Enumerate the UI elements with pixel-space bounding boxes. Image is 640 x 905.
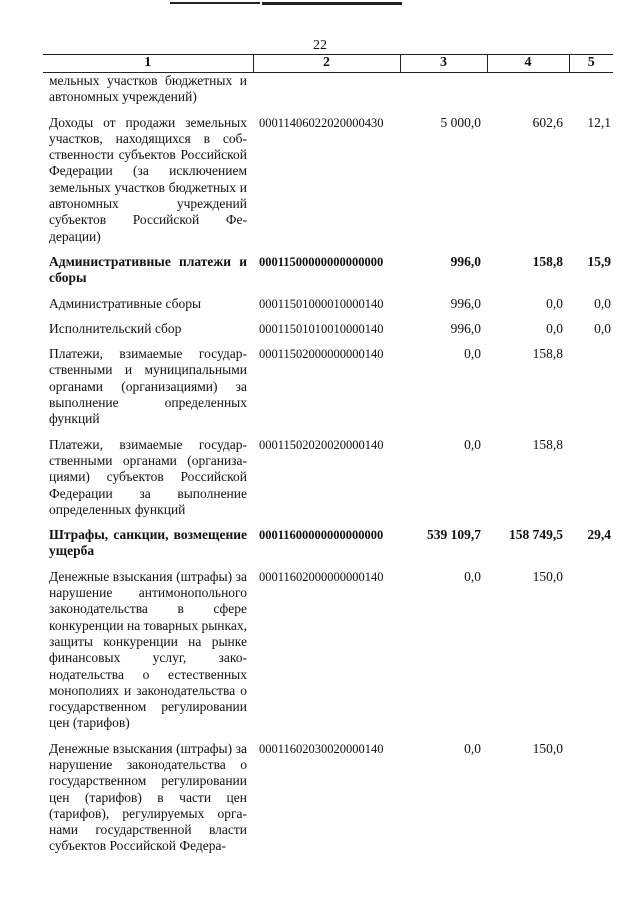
row-name: мельных участков бюджетных и автономных учреждений)	[49, 73, 247, 105]
row-plan-value: 539 109,7	[427, 527, 481, 543]
table-row	[43, 518, 613, 560]
row-code: 00011500000000000000	[259, 254, 384, 269]
table-row	[43, 428, 613, 518]
page-number: 22	[313, 38, 327, 53]
row-name: Административные платежи и сборы	[49, 253, 247, 286]
row-code: 00011502000000000140	[259, 347, 384, 362]
row-name: Денежные взыскания (штрафы) за нарушение антимонопольного законодательства в сфере конкуренции на товарных рынках, защиты конкуренции на рынке финансовых услуг, законодательства о естественных монополиях и законодательства о государственном регулировании цен (тарифов)	[49, 568, 247, 731]
table-row	[43, 245, 613, 287]
row-code	[253, 73, 400, 106]
row-percent-value: 29,4	[587, 527, 611, 543]
row-name: Штрафы, санкции, возмещение ущерба	[49, 527, 247, 559]
row-fact-value: 150,0	[532, 740, 563, 756]
page-top-mark-left	[170, 2, 260, 4]
row-name: Исполнительский сбор	[49, 320, 182, 336]
row-percent-value: 12,1	[587, 114, 611, 130]
row-fact-value: 158,8	[532, 346, 563, 362]
budget-table	[43, 54, 613, 855]
column-header-fact: 4	[487, 55, 569, 73]
row-code: 00011600000000000000	[259, 528, 384, 543]
row-plan-value: 0,0	[464, 740, 481, 756]
row-fact-value	[487, 73, 569, 106]
row-plan-value: 996,0	[450, 253, 481, 269]
table-header-row	[43, 55, 613, 73]
row-percent-value	[569, 73, 613, 106]
row-code: 00011501010010000140	[259, 321, 384, 336]
row-percent-value	[569, 337, 613, 427]
row-code: 00011602000000000140	[259, 569, 384, 584]
row-plan-value: 0,0	[464, 346, 481, 362]
row-percent-value: 15,9	[587, 253, 611, 269]
row-percent-value	[569, 428, 613, 518]
row-name: Административные сборы	[49, 295, 202, 311]
row-plan-value	[400, 73, 487, 106]
row-percent-value	[569, 560, 613, 732]
row-plan-value: 996,0	[450, 320, 481, 336]
table-row	[43, 337, 613, 427]
column-header-percent: 5	[569, 55, 613, 73]
row-fact-value: 150,0	[532, 568, 563, 584]
row-fact-value: 158,8	[532, 253, 563, 269]
row-fact-value: 0,0	[546, 320, 563, 336]
row-plan-value: 5 000,0	[440, 114, 481, 130]
row-code: 00011501000010000140	[259, 296, 384, 311]
column-header-code: 2	[253, 55, 400, 73]
row-name: Платежи, взимаемые государственными органами (организациями) субъектов Российской Федерации за выполнение определенных функций	[49, 436, 247, 517]
table-row	[43, 106, 613, 245]
row-percent-value: 0,0	[594, 295, 611, 311]
row-plan-value: 996,0	[450, 295, 481, 311]
table-row	[43, 732, 613, 855]
column-header-name: 1	[43, 55, 253, 73]
row-fact-value: 158,8	[532, 436, 563, 452]
table-row	[43, 287, 613, 312]
row-fact-value: 158 749,5	[509, 527, 563, 543]
row-code: 00011602030020000140	[259, 741, 384, 756]
table-row	[43, 73, 613, 106]
row-name: Платежи, взимаемые государственными и муниципальными органами (организациями) за выполнение определенных функций	[49, 346, 247, 427]
row-percent-value	[569, 732, 613, 855]
row-fact-value: 602,6	[532, 114, 563, 130]
row-name: Денежные взыскания (штрафы) за нарушение законодательства о государственном регулировании цен (тарифов) в части цен (тарифов), регулируемых органами государственной власти субъектов Российской Федера-	[49, 740, 247, 854]
table-row	[43, 312, 613, 337]
row-percent-value: 0,0	[594, 320, 611, 336]
row-code: 00011502020020000140	[259, 437, 384, 452]
row-plan-value: 0,0	[464, 568, 481, 584]
row-name: Доходы от продажи земельных участков, находящихся в собственности субъектов Российской Федерации (за исключением земельных участков бюджетных и автономных учреждений субъектов Российской Федерации)	[49, 114, 247, 244]
row-code: 00011406022020000430	[259, 115, 384, 130]
table-body	[43, 73, 613, 855]
column-header-plan: 3	[400, 55, 487, 73]
row-plan-value: 0,0	[464, 436, 481, 452]
table-row	[43, 560, 613, 732]
row-fact-value: 0,0	[546, 295, 563, 311]
page-top-mark-right	[262, 2, 402, 5]
